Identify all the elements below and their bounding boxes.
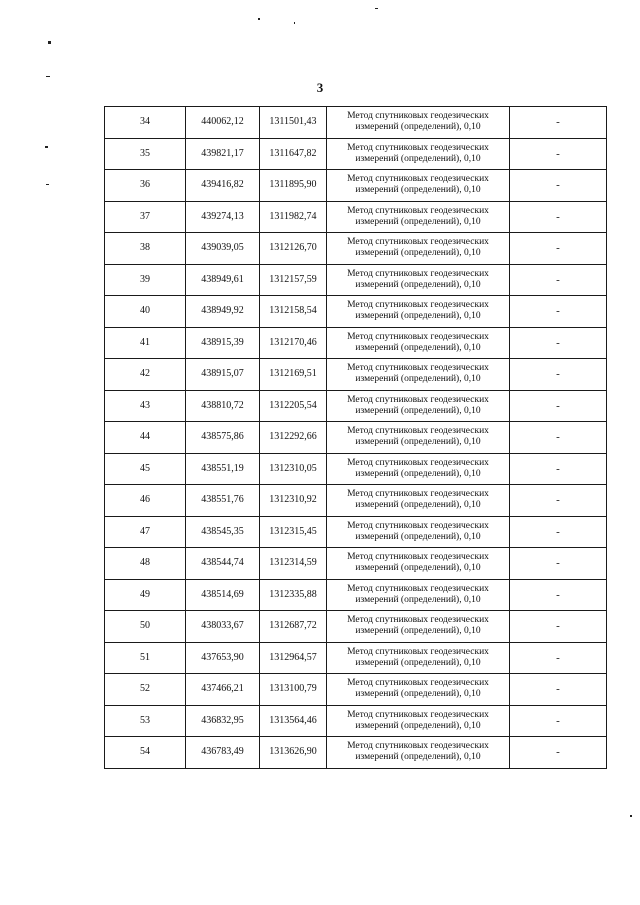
table-row [105, 516, 607, 548]
point-number-cell: 54 [105, 737, 186, 769]
method-line-1: Метод спутниковых геодезических [347, 583, 489, 594]
method-cell [327, 201, 510, 233]
y-coordinate-cell: 1313100,79 [260, 674, 327, 706]
x-coordinate-cell: 438949,61 [186, 264, 260, 296]
table-row [105, 359, 607, 391]
scan-speck [46, 184, 49, 185]
y-coordinate-cell: 1312310,05 [260, 453, 327, 485]
x-coordinate-cell: 436832,95 [186, 705, 260, 737]
x-coordinate-cell: 438915,39 [186, 327, 260, 359]
method-line-2: измерений (определений), 0,10 [355, 720, 481, 731]
y-coordinate-cell: 1312169,51 [260, 359, 327, 391]
table-row [105, 390, 607, 422]
x-coordinate-cell: 438033,67 [186, 611, 260, 643]
y-coordinate-cell: 1313564,46 [260, 705, 327, 737]
method-line-2: измерений (определений), 0,10 [355, 657, 481, 668]
x-coordinate-cell: 438551,19 [186, 453, 260, 485]
x-coordinate-cell: 437466,21 [186, 674, 260, 706]
table-row [105, 453, 607, 485]
method-cell [327, 705, 510, 737]
method-cell [327, 485, 510, 517]
method-line-1: Метод спутниковых геодезических [347, 205, 489, 216]
note-cell: - [510, 611, 607, 643]
y-coordinate-cell: 1311501,43 [260, 107, 327, 139]
note-cell: - [510, 327, 607, 359]
method-line-2: измерений (определений), 0,10 [355, 468, 481, 479]
x-coordinate-cell: 439039,05 [186, 233, 260, 265]
table-row [105, 107, 607, 139]
note-cell: - [510, 705, 607, 737]
scan-speck [48, 41, 51, 44]
method-cell [327, 138, 510, 170]
method-cell [327, 264, 510, 296]
note-cell: - [510, 579, 607, 611]
method-line-1: Метод спутниковых геодезических [347, 520, 489, 531]
x-coordinate-cell: 440062,12 [186, 107, 260, 139]
table-row [105, 674, 607, 706]
method-cell [327, 327, 510, 359]
y-coordinate-cell: 1312126,70 [260, 233, 327, 265]
point-number-cell: 51 [105, 642, 186, 674]
table-row [105, 422, 607, 454]
y-coordinate-cell: 1312315,45 [260, 516, 327, 548]
method-line-2: измерений (определений), 0,10 [355, 594, 481, 605]
point-number-cell: 48 [105, 548, 186, 580]
scan-speck [630, 815, 632, 817]
method-line-2: измерений (определений), 0,10 [355, 122, 481, 133]
x-coordinate-cell: 438810,72 [186, 390, 260, 422]
method-cell [327, 579, 510, 611]
table-row [105, 737, 607, 769]
method-line-2: измерений (определений), 0,10 [355, 216, 481, 227]
x-coordinate-cell: 439416,82 [186, 170, 260, 202]
point-number-cell: 37 [105, 201, 186, 233]
method-line-2: измерений (определений), 0,10 [355, 374, 481, 385]
note-cell: - [510, 642, 607, 674]
method-line-1: Метод спутниковых геодезических [347, 237, 489, 248]
x-coordinate-cell: 438514,69 [186, 579, 260, 611]
table-row [105, 579, 607, 611]
method-line-1: Метод спутниковых геодезических [347, 489, 489, 500]
method-cell [327, 170, 510, 202]
method-cell [327, 359, 510, 391]
x-coordinate-cell: 438551,76 [186, 485, 260, 517]
point-number-cell: 34 [105, 107, 186, 139]
note-cell: - [510, 422, 607, 454]
method-cell [327, 642, 510, 674]
scan-speck [258, 18, 260, 20]
method-cell [327, 107, 510, 139]
x-coordinate-cell: 439274,13 [186, 201, 260, 233]
method-line-2: измерений (определений), 0,10 [355, 626, 481, 637]
method-line-1: Метод спутниковых геодезических [347, 142, 489, 153]
scan-speck [45, 146, 48, 148]
table-row [105, 264, 607, 296]
point-number-cell: 35 [105, 138, 186, 170]
coordinates-table-body [105, 107, 607, 769]
note-cell: - [510, 296, 607, 328]
x-coordinate-cell: 437653,90 [186, 642, 260, 674]
method-line-1: Метод спутниковых геодезических [347, 741, 489, 752]
x-coordinate-cell: 438545,35 [186, 516, 260, 548]
page-number: 3 [316, 80, 324, 95]
y-coordinate-cell: 1312170,46 [260, 327, 327, 359]
table-row [105, 642, 607, 674]
note-cell: - [510, 548, 607, 580]
note-cell: - [510, 170, 607, 202]
y-coordinate-cell: 1312335,88 [260, 579, 327, 611]
scan-speck [375, 8, 378, 9]
method-line-2: измерений (определений), 0,10 [355, 689, 481, 700]
method-line-1: Метод спутниковых геодезических [347, 300, 489, 311]
table-row [105, 485, 607, 517]
method-line-2: измерений (определений), 0,10 [355, 405, 481, 416]
method-line-2: измерений (определений), 0,10 [355, 248, 481, 259]
x-coordinate-cell: 438544,74 [186, 548, 260, 580]
method-line-1: Метод спутниковых геодезических [347, 174, 489, 185]
method-cell [327, 390, 510, 422]
method-line-2: измерений (определений), 0,10 [355, 311, 481, 322]
method-line-1: Метод спутниковых геодезических [347, 268, 489, 279]
x-coordinate-cell: 439821,17 [186, 138, 260, 170]
note-cell: - [510, 737, 607, 769]
scan-speck [46, 76, 50, 77]
point-number-cell: 43 [105, 390, 186, 422]
method-cell [327, 453, 510, 485]
point-number-cell: 49 [105, 579, 186, 611]
y-coordinate-cell: 1313626,90 [260, 737, 327, 769]
y-coordinate-cell: 1312314,59 [260, 548, 327, 580]
y-coordinate-cell: 1311982,74 [260, 201, 327, 233]
point-number-cell: 47 [105, 516, 186, 548]
method-line-2: измерений (определений), 0,10 [355, 531, 481, 542]
point-number-cell: 36 [105, 170, 186, 202]
method-line-1: Метод спутниковых геодезических [347, 331, 489, 342]
point-number-cell: 46 [105, 485, 186, 517]
point-number-cell: 41 [105, 327, 186, 359]
point-number-cell: 42 [105, 359, 186, 391]
method-line-1: Метод спутниковых геодезических [347, 457, 489, 468]
y-coordinate-cell: 1312157,59 [260, 264, 327, 296]
point-number-cell: 50 [105, 611, 186, 643]
method-line-1: Метод спутниковых геодезических [347, 111, 489, 122]
note-cell: - [510, 138, 607, 170]
point-number-cell: 45 [105, 453, 186, 485]
point-number-cell: 52 [105, 674, 186, 706]
y-coordinate-cell: 1312964,57 [260, 642, 327, 674]
method-line-2: измерений (определений), 0,10 [355, 279, 481, 290]
method-cell [327, 611, 510, 643]
method-cell [327, 737, 510, 769]
y-coordinate-cell: 1312292,66 [260, 422, 327, 454]
method-cell [327, 296, 510, 328]
method-line-2: измерений (определений), 0,10 [355, 185, 481, 196]
note-cell: - [510, 233, 607, 265]
note-cell: - [510, 674, 607, 706]
method-cell [327, 422, 510, 454]
table-row [105, 233, 607, 265]
method-line-2: измерений (определений), 0,10 [355, 437, 481, 448]
note-cell: - [510, 390, 607, 422]
x-coordinate-cell: 438915,07 [186, 359, 260, 391]
point-number-cell: 40 [105, 296, 186, 328]
x-coordinate-cell: 438949,92 [186, 296, 260, 328]
note-cell: - [510, 516, 607, 548]
y-coordinate-cell: 1312310,92 [260, 485, 327, 517]
method-line-2: измерений (определений), 0,10 [355, 500, 481, 511]
method-line-1: Метод спутниковых геодезических [347, 646, 489, 657]
x-coordinate-cell: 438575,86 [186, 422, 260, 454]
coordinates-table [104, 106, 607, 769]
table-row [105, 170, 607, 202]
table-row [105, 201, 607, 233]
method-cell [327, 516, 510, 548]
method-line-1: Метод спутниковых геодезических [347, 426, 489, 437]
table-row [105, 327, 607, 359]
y-coordinate-cell: 1311895,90 [260, 170, 327, 202]
table-row [105, 138, 607, 170]
x-coordinate-cell: 436783,49 [186, 737, 260, 769]
note-cell: - [510, 201, 607, 233]
point-number-cell: 44 [105, 422, 186, 454]
note-cell: - [510, 107, 607, 139]
point-number-cell: 39 [105, 264, 186, 296]
method-line-2: измерений (определений), 0,10 [355, 153, 481, 164]
method-cell [327, 548, 510, 580]
method-line-2: измерений (определений), 0,10 [355, 752, 481, 763]
point-number-cell: 53 [105, 705, 186, 737]
y-coordinate-cell: 1312687,72 [260, 611, 327, 643]
table-row [105, 548, 607, 580]
note-cell: - [510, 264, 607, 296]
table-row [105, 611, 607, 643]
table-row [105, 705, 607, 737]
method-cell [327, 233, 510, 265]
method-line-2: измерений (определений), 0,10 [355, 342, 481, 353]
y-coordinate-cell: 1312205,54 [260, 390, 327, 422]
scan-speck [294, 22, 295, 24]
method-line-1: Метод спутниковых геодезических [347, 363, 489, 374]
note-cell: - [510, 359, 607, 391]
method-line-1: Метод спутниковых геодезических [347, 552, 489, 563]
y-coordinate-cell: 1312158,54 [260, 296, 327, 328]
method-line-2: измерений (определений), 0,10 [355, 563, 481, 574]
y-coordinate-cell: 1311647,82 [260, 138, 327, 170]
table-row [105, 296, 607, 328]
note-cell: - [510, 453, 607, 485]
method-line-1: Метод спутниковых геодезических [347, 709, 489, 720]
method-cell [327, 674, 510, 706]
method-line-1: Метод спутниковых геодезических [347, 678, 489, 689]
method-line-1: Метод спутниковых геодезических [347, 615, 489, 626]
method-line-1: Метод спутниковых геодезических [347, 394, 489, 405]
note-cell: - [510, 485, 607, 517]
point-number-cell: 38 [105, 233, 186, 265]
